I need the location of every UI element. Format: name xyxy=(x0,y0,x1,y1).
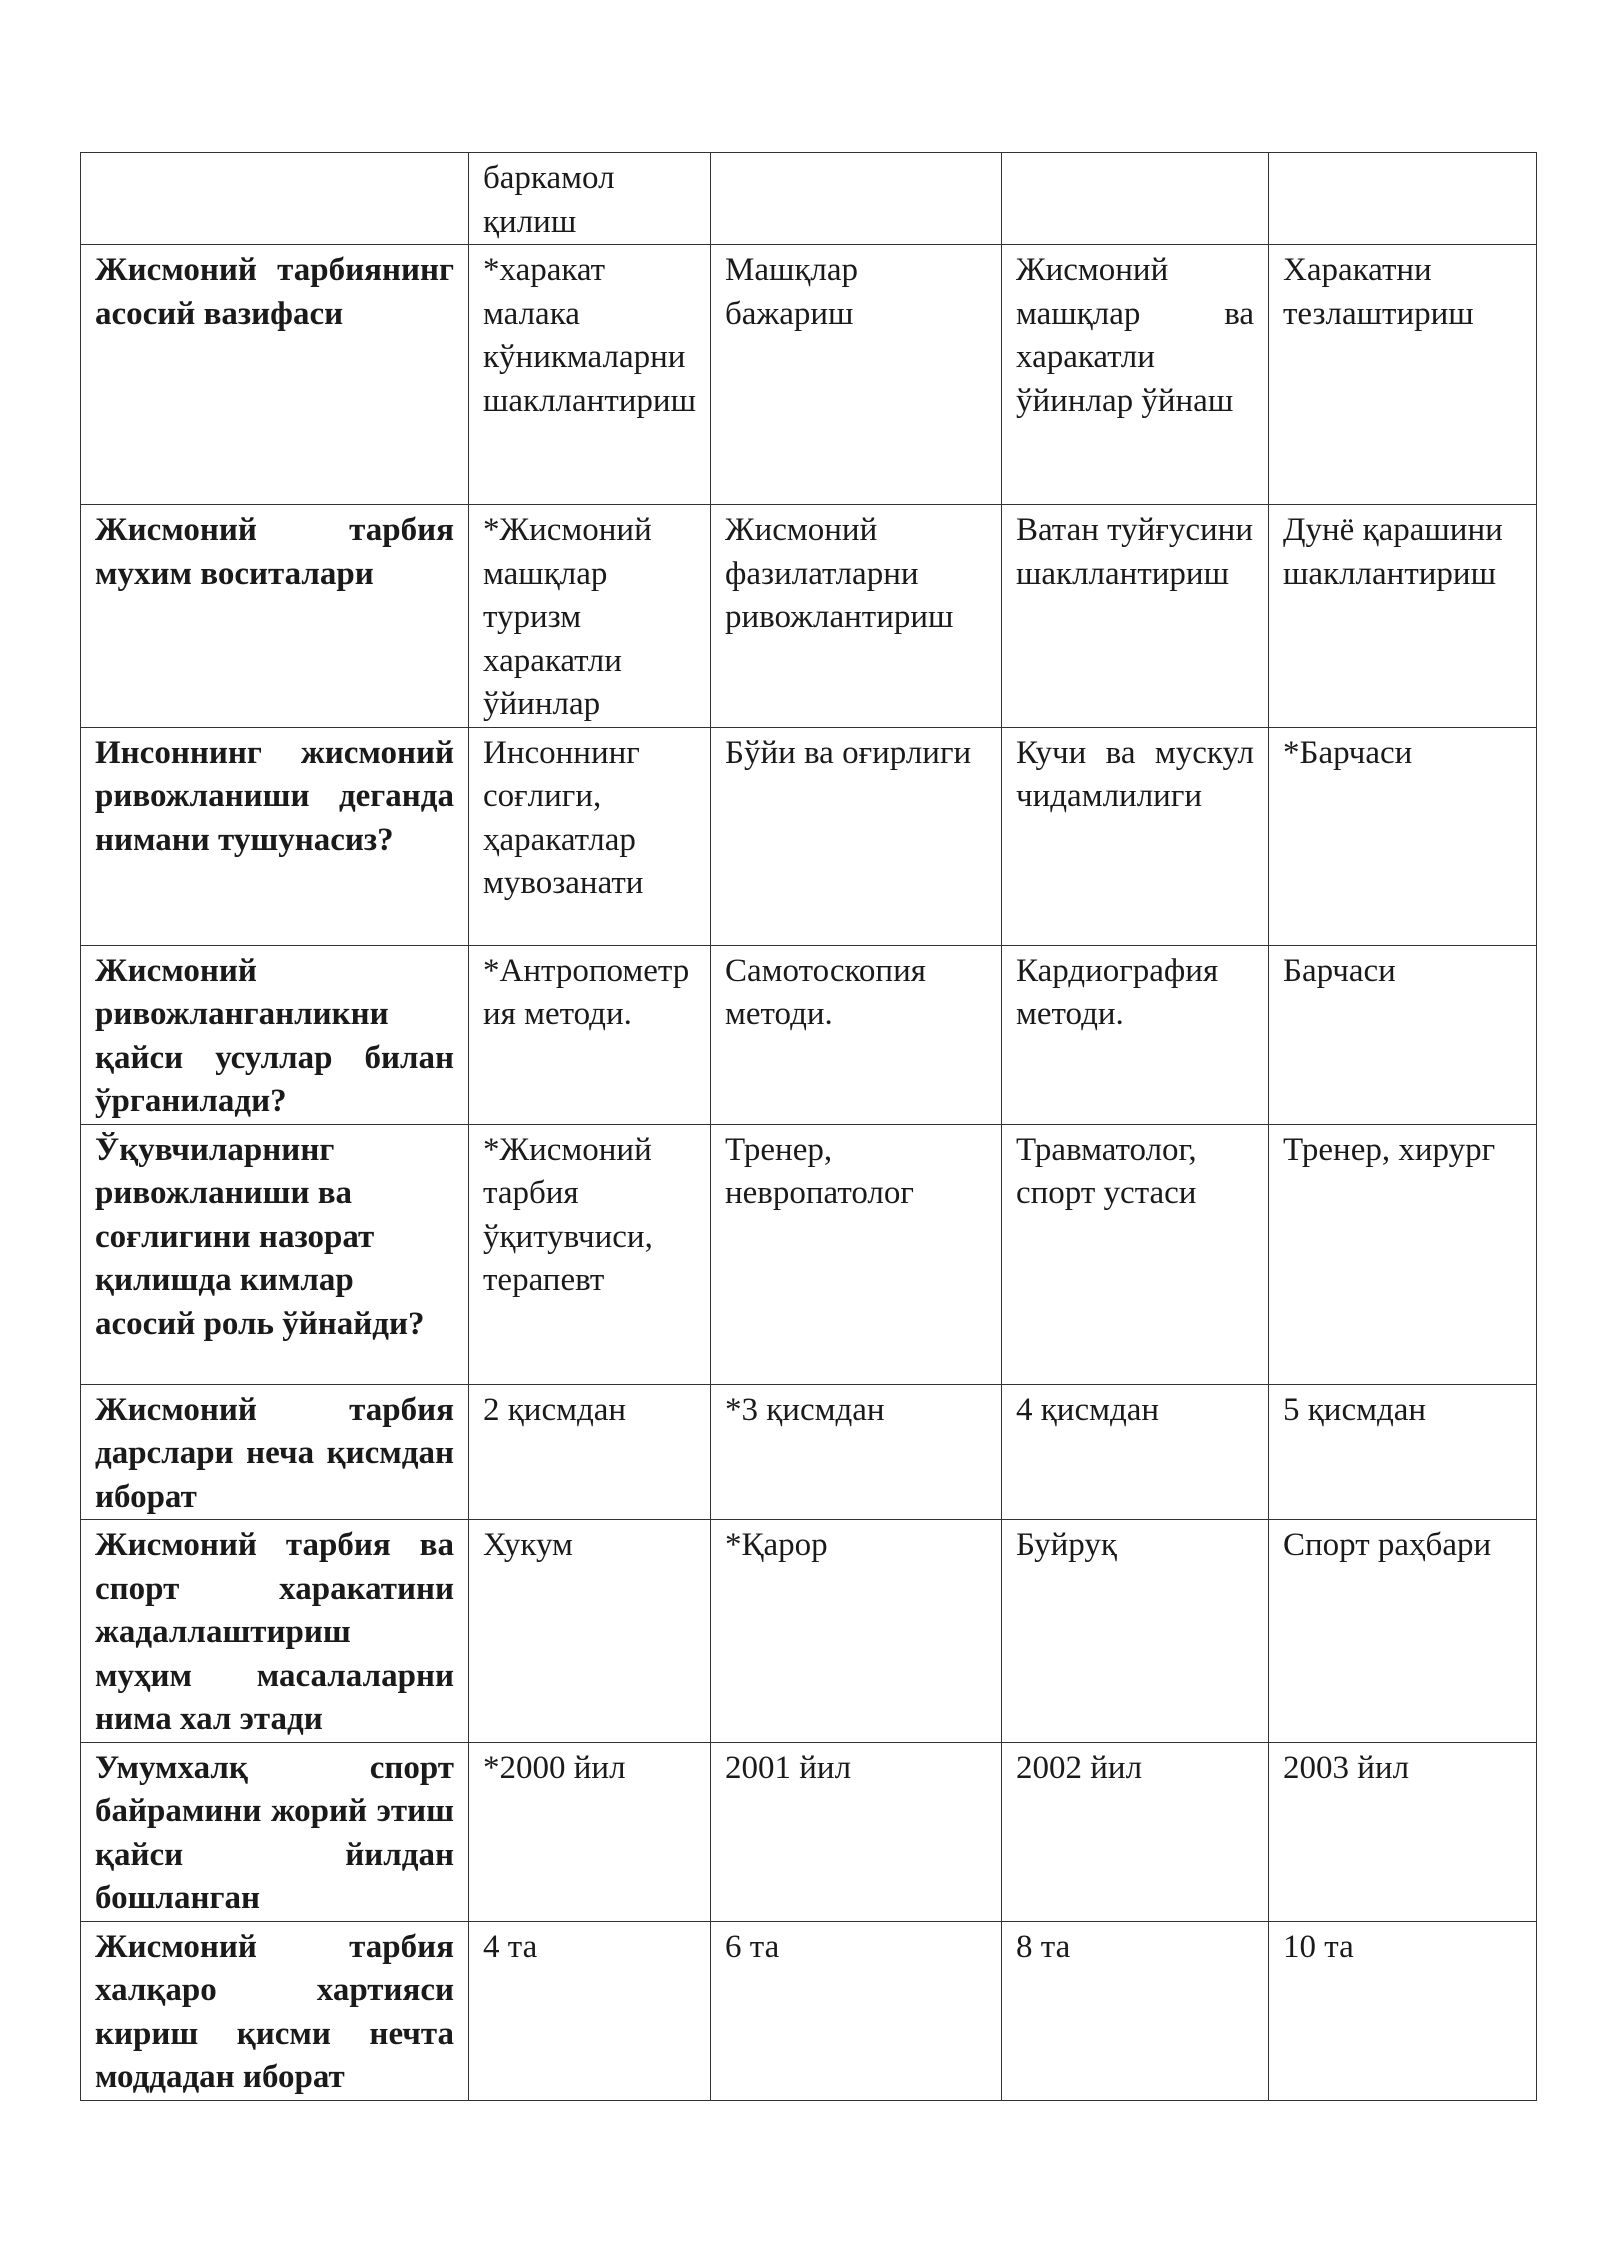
question-cell: Жисмоний тарбиянинг асосий вазифаси xyxy=(81,245,469,505)
question-cell: Ўқувчиларнинг ривожланиши ва соғлигини назорат қилишда кимлар асосий роль ўйнайди? xyxy=(81,1124,469,1384)
answer-cell: *Жисмоний машқлар туризм харакатли ўйинлар xyxy=(469,505,711,728)
answer-cell: Самотоскопия методи. xyxy=(711,945,1002,1124)
answer-cell: Тренер, хирург xyxy=(1269,1124,1537,1384)
answer-cell: *Жисмоний тарбия ўқитувчиси, терапевт xyxy=(469,1124,711,1384)
answer-cell: 5 қисмдан xyxy=(1269,1384,1537,1520)
answer-cell: Кардиография методи. xyxy=(1002,945,1269,1124)
answer-cell: 2002 йил xyxy=(1002,1742,1269,1921)
answer-cell: Ватан туйғусини шакллантириш xyxy=(1002,505,1269,728)
answer-cell: 2 қисмдан xyxy=(469,1384,711,1520)
answer-cell: Буйруқ xyxy=(1002,1520,1269,1743)
question-cell: Жисмоний тарбия мухим воситалари xyxy=(81,505,469,728)
answer-cell: *2000 йил xyxy=(469,1742,711,1921)
table-row xyxy=(81,1921,1537,2100)
table-row xyxy=(81,1124,1537,1384)
answer-cell: баркамол қилиш xyxy=(469,153,711,245)
answer-cell: *Қарор xyxy=(711,1520,1002,1743)
answer-cell: *харакат малака кўникмаларни шакллантириш xyxy=(469,245,711,505)
question-cell xyxy=(81,153,469,245)
answer-cell: 2001 йил xyxy=(711,1742,1002,1921)
quiz-table xyxy=(80,152,1537,2101)
table-row xyxy=(81,153,1537,245)
answer-cell: Хукум xyxy=(469,1520,711,1743)
answer-cell: Кучи ва мускул чидамлилиги xyxy=(1002,727,1269,945)
table-row xyxy=(81,1520,1537,1743)
table-row xyxy=(81,245,1537,505)
question-cell: Жисмоний тарбия дарслари неча қисмдан иборат xyxy=(81,1384,469,1520)
answer-cell: *3 қисмдан xyxy=(711,1384,1002,1520)
table-row xyxy=(81,945,1537,1124)
answer-cell: 2003 йил xyxy=(1269,1742,1537,1921)
answer-cell: 4 қисмдан xyxy=(1002,1384,1269,1520)
table-row xyxy=(81,727,1537,945)
answer-cell: Харакатни тезлаштириш xyxy=(1269,245,1537,505)
table-row xyxy=(81,505,1537,728)
question-cell: Жисмоний тарбия халқаро хартияси кириш қисми нечта моддадан иборат xyxy=(81,1921,469,2100)
answer-cell: Машқлар бажариш xyxy=(711,245,1002,505)
question-cell: Инсоннинг жисмоний ривожланиши деганда нимани тушунасиз? xyxy=(81,727,469,945)
answer-cell: Тренер, невропатолог xyxy=(711,1124,1002,1384)
answer-cell: 10 та xyxy=(1269,1921,1537,2100)
answer-cell xyxy=(711,153,1002,245)
answer-cell xyxy=(1002,153,1269,245)
question-cell: Жисмоний тарбия ва спорт харакатини жадаллаштириш муҳим масалаларни нима хал этади xyxy=(81,1520,469,1743)
question-cell: Жисмоний ривожланганликни қайси усуллар билан ўрганилади? xyxy=(81,945,469,1124)
answer-cell: Спорт раҳбари xyxy=(1269,1520,1537,1743)
answer-cell xyxy=(1269,153,1537,245)
answer-cell: *Антропометрия методи. xyxy=(469,945,711,1124)
answer-cell: Дунё қарашини шакллантириш xyxy=(1269,505,1537,728)
answer-cell: Травматолог, спорт устаси xyxy=(1002,1124,1269,1384)
table-row xyxy=(81,1742,1537,1921)
table-row xyxy=(81,1384,1537,1520)
answer-cell: 4 та xyxy=(469,1921,711,2100)
answer-cell: Жисмоний машқлар ва харакатли ўйинлар ўйнаш xyxy=(1002,245,1269,505)
answer-cell: Барчаси xyxy=(1269,945,1537,1124)
question-cell: Умумхалқ спорт байрамини жорий этиш қайси йилдан бошланган xyxy=(81,1742,469,1921)
answer-cell: Инсоннинг соғлиги, ҳаракатлар мувозанати xyxy=(469,727,711,945)
answer-cell: Жисмоний фазилатларни ривожлантириш xyxy=(711,505,1002,728)
answer-cell: 6 та xyxy=(711,1921,1002,2100)
answer-cell: Бўйи ва оғирлиги xyxy=(711,727,1002,945)
answer-cell: 8 та xyxy=(1002,1921,1269,2100)
answer-cell: *Барчаси xyxy=(1269,727,1537,945)
